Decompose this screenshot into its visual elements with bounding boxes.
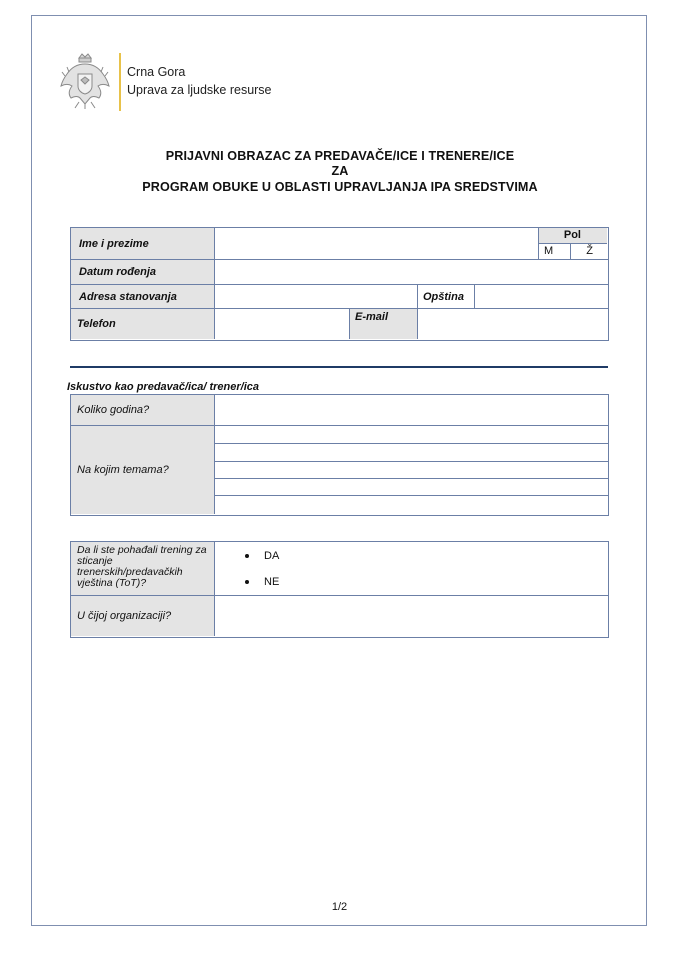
tot-question-label: Da li ste pohađali trening za sticanje trenerskih/predavačkih vještina (ToT)? [71,542,214,595]
years-input[interactable] [215,395,607,425]
header-divider [119,53,121,111]
topic-input-2[interactable] [215,444,607,461]
gender-female-option[interactable]: Ž [586,245,593,257]
org-line-2: Uprava za ljudske resurse [127,83,272,97]
email-input[interactable] [418,309,607,339]
organization-label: U čijoj organizaciji? [71,596,214,636]
topic-input-1[interactable] [215,426,607,443]
form-title-line-1: PRIJAVNI OBRAZAC ZA PREDAVAČE/ICE I TRENERE/ICE [165,149,515,163]
gender-male-option[interactable]: M [544,245,554,257]
email-label: E-mail [350,309,417,339]
topic-input-3[interactable] [215,462,607,478]
name-label: Ime i prezime [71,228,214,259]
gender-header: Pol [539,228,607,243]
name-input[interactable] [215,228,538,259]
experience-section-title: Iskustvo kao predavač/ica/ trener/ica [67,381,259,393]
page-number: 1/2 [331,901,348,913]
address-input[interactable] [215,285,417,308]
phone-input[interactable] [215,309,349,339]
topics-label: Na kojim temama? [71,426,214,514]
form-title-line-2: ZA [331,164,349,178]
address-label: Adresa stanovanja [71,285,214,308]
dob-input[interactable] [215,260,607,284]
dob-label: Datum rođenja [71,260,214,284]
org-line-1: Crna Gora [127,65,186,79]
phone-label: Telefon [71,309,214,339]
topic-input-4[interactable] [215,479,607,495]
tot-option-no[interactable]: NE [245,575,279,589]
municipality-input[interactable] [475,285,607,308]
organization-input[interactable] [215,596,607,636]
tot-option-yes[interactable]: DA [245,549,279,563]
years-label: Koliko godina? [71,395,214,425]
organization-name [127,63,272,99]
municipality-label: Opština [423,290,464,303]
form-title-line-3: PROGRAM OBUKE U OBLASTI UPRAVLJANJA IPA SREDSTVIMA [142,180,538,194]
montenegro-coat-of-arms-icon [59,52,111,110]
topic-input-5[interactable] [215,496,607,514]
section-divider [70,366,608,368]
